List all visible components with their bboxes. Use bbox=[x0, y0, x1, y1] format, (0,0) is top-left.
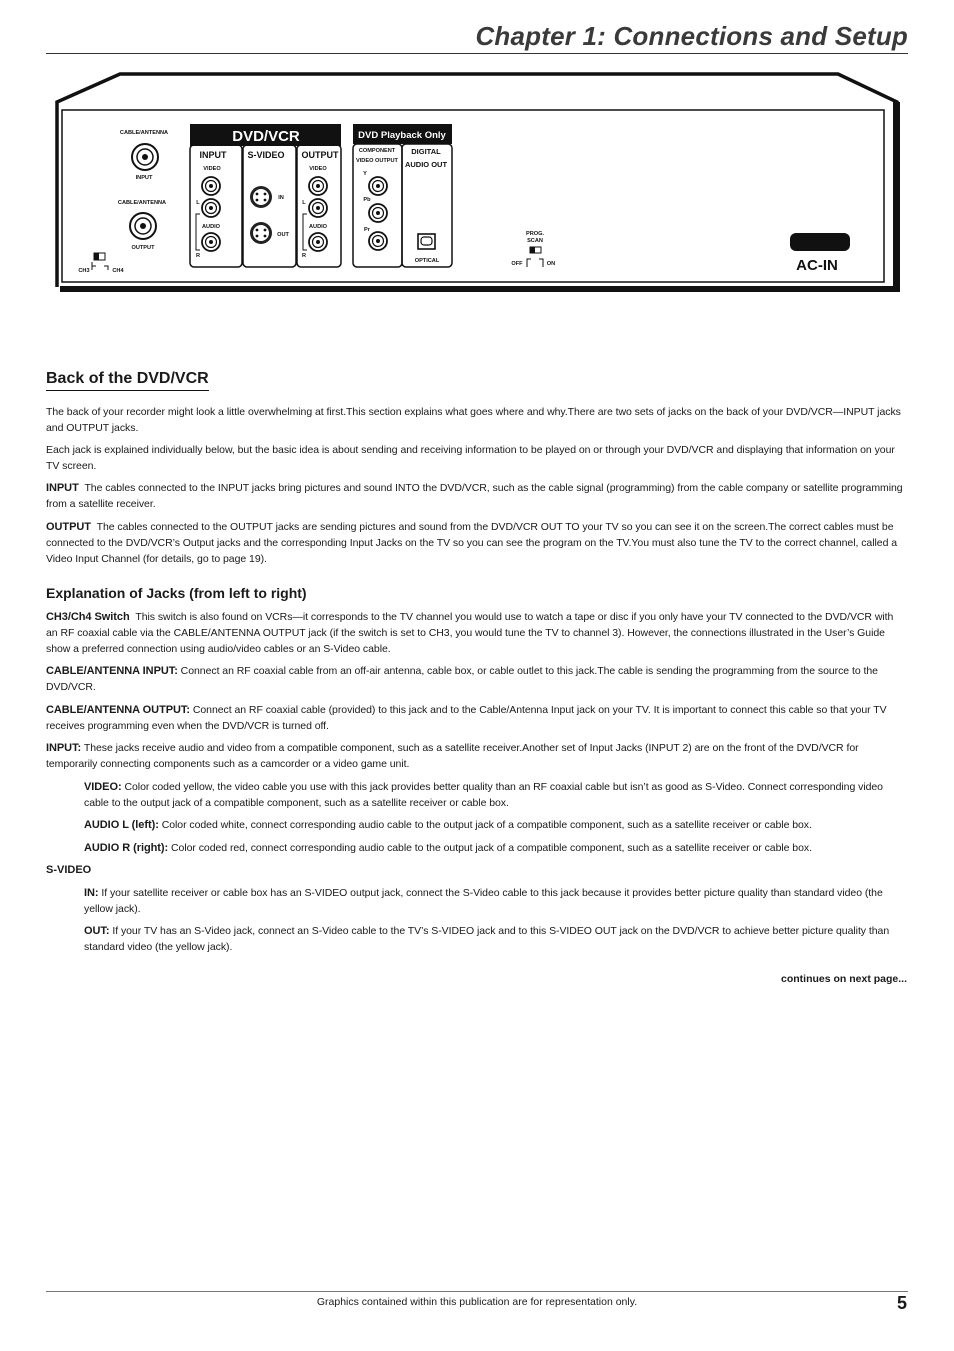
svideo-out-term: OUT: bbox=[84, 925, 110, 937]
svideo-out-label: OUT bbox=[277, 232, 289, 238]
output-video-jack bbox=[309, 177, 327, 195]
cable-input-term: CABLE/ANTENNA INPUT: bbox=[46, 665, 178, 677]
chassis-right-edge bbox=[893, 102, 900, 292]
jack-pin bbox=[209, 184, 213, 188]
video-term: VIDEO: bbox=[84, 781, 122, 793]
ch4-label: CH4 bbox=[112, 268, 124, 274]
digital-label-line1: DIGITAL bbox=[411, 147, 441, 156]
component-y-jack bbox=[369, 177, 387, 195]
output-audio-l-jack bbox=[309, 199, 327, 217]
dvd-vcr-banner-text: DVD/VCR bbox=[232, 128, 300, 145]
component-pb-jack bbox=[369, 204, 387, 222]
jack-pin bbox=[316, 240, 320, 244]
prog-scan-off-label: OFF bbox=[511, 261, 523, 267]
switch-slider bbox=[94, 253, 99, 260]
audio-right-paragraph bbox=[84, 840, 904, 856]
jack-pin bbox=[264, 229, 267, 232]
jack-pin bbox=[376, 184, 380, 188]
component-pb-label: Pb bbox=[363, 197, 371, 203]
coax-input-bottom-label: INPUT bbox=[135, 175, 153, 181]
jack-pin bbox=[264, 193, 267, 196]
input-jacks-paragraph bbox=[46, 740, 904, 772]
svideo-group-title: S-VIDEO bbox=[247, 150, 285, 160]
cable-input-text: Connect an RF coaxial cable from an off-air antenna, cable box, or cable outlet to this jack.The cable is sending the programming from the source to the DVD/VCR. bbox=[46, 665, 878, 693]
coax-output-top-label: CABLE/ANTENNA bbox=[117, 200, 167, 206]
cable-output-text: Connect an RF coaxial cable (provided) to this jack and to the Cable/Antenna Input jack on your TV. It is important to connect this cable so that your TV receives programming even when the DVD/VCR is turned off. bbox=[46, 704, 887, 732]
prog-scan-on-label: ON bbox=[546, 261, 556, 267]
coax-output-bottom-label: OUTPUT bbox=[131, 245, 155, 251]
cable-output-paragraph bbox=[46, 702, 904, 734]
ch3-label: CH3 bbox=[78, 268, 90, 274]
jack-pin bbox=[376, 211, 380, 215]
footer-note: Graphics contained within this publication are for representation only. bbox=[316, 1296, 638, 1308]
svideo-out-text: If your TV has an S-Video jack, connect an S-Video cable to the TV’s S-VIDEO jack and to this S-VIDEO OUT jack on the DVD/VCR to achieve better picture quality than standard video (the yellow jack). bbox=[84, 925, 890, 953]
cable-output-term: CABLE/ANTENNA OUTPUT: bbox=[46, 704, 190, 716]
input-l-label: L bbox=[196, 200, 200, 206]
audio-left-text: Color coded white, connect corresponding audio cable to the output jack of a compatible component, such as a satellite receiver or cable box. bbox=[158, 819, 812, 831]
svideo-in-paragraph bbox=[84, 885, 904, 917]
component-pr-jack bbox=[369, 232, 387, 250]
jack-pin bbox=[316, 206, 320, 210]
coax-input-jack bbox=[132, 144, 158, 170]
ac-in-socket bbox=[790, 233, 850, 251]
component-label-line1: COMPONENT bbox=[358, 148, 396, 154]
jack-pin bbox=[209, 206, 213, 210]
output-definition bbox=[46, 519, 904, 567]
jack-pin bbox=[140, 223, 146, 229]
output-audio-label: AUDIO bbox=[308, 224, 328, 230]
jack-pin bbox=[376, 239, 380, 243]
coax-input-top-label: CABLE/ANTENNA bbox=[119, 130, 169, 136]
svideo-out-jack bbox=[250, 222, 272, 244]
chapter-title: Chapter 1: Connections and Setup bbox=[475, 21, 908, 51]
jack-pin bbox=[256, 199, 259, 202]
jack-pin bbox=[142, 154, 148, 160]
optical-jack bbox=[418, 234, 435, 249]
input-jacks-text: These jacks receive audio and video from a compatible component, such as a satellite receiver.Another set of Input Jacks (INPUT 2) are on the front of the DVD/VCR for temporarily connecting components such as a camcorder or a video game unit. bbox=[46, 742, 859, 770]
input-definition-text: The cables connected to the INPUT jacks bring pictures and sound INTO the DVD/VCR, such as the cable signal (programming) from the cable company or satellite programming from a satellite receiver. bbox=[46, 482, 903, 510]
output-group-title: OUTPUT bbox=[301, 150, 339, 160]
video-paragraph bbox=[84, 779, 904, 811]
section-heading: Back of the DVD/VCR bbox=[46, 369, 209, 391]
switch-slider bbox=[530, 247, 535, 253]
optical-port bbox=[421, 237, 432, 245]
svideo-in-jack bbox=[250, 186, 272, 208]
prog-scan-label-line2: SCAN bbox=[527, 238, 543, 244]
input-video-label: VIDEO bbox=[203, 166, 221, 172]
input-group-title: INPUT bbox=[199, 150, 227, 160]
input-definition-term: INPUT bbox=[46, 482, 79, 494]
audio-right-text: Color coded red, connect corresponding audio cable to the output jack of a compatible component, such as a satellite receiver or cable box. bbox=[168, 842, 812, 854]
output-audio-r-jack bbox=[309, 233, 327, 251]
output-definition-term: OUTPUT bbox=[46, 521, 91, 533]
input-audio-r-jack bbox=[202, 233, 220, 251]
input-r-label: R bbox=[195, 253, 201, 259]
jack-pin bbox=[256, 229, 259, 232]
audio-left-term: AUDIO L (left): bbox=[84, 819, 159, 831]
svideo-heading: S-VIDEO bbox=[46, 864, 92, 876]
dvd-playback-banner-text: DVD Playback Only bbox=[358, 130, 446, 141]
ch-switch-text: This switch is also found on VCRs—it corresponds to the TV channel you would use to watch a tape or disc if you only have your TV connected to the DVD/VCR with an RF coaxial cable via the CABLE/ANTENNA OUTPUT jack (if the switch is set to CH3, you would tune the TV to channel 3). However, the connections illustrated in the User’s Guide show a preferred connection using audio/video cables or an S-Video cable. bbox=[46, 611, 894, 655]
input-audio-label: AUDIO bbox=[201, 224, 221, 230]
ch-switch-term: CH3/Ch4 Switch bbox=[46, 611, 130, 623]
intro-paragraph-2: Each jack is explained individually below, but the basic idea is about sending and receiving information to be played on or through your DVD/VCR and displaying that information on your TV screen. bbox=[46, 444, 895, 472]
jack-pin bbox=[209, 240, 213, 244]
jack-pin bbox=[316, 184, 320, 188]
component-y-label: Y bbox=[363, 171, 367, 177]
intro-paragraph-1: The back of your recorder might look a little overwhelming at first.This section explains what goes where and why.There are two sets of jacks on the back of your DVD/VCR—INPUT jacks and OUTPUT jacks. bbox=[46, 406, 901, 434]
jack-inner-ring bbox=[253, 225, 269, 241]
chassis-bottom-edge bbox=[60, 286, 900, 292]
ch-switch-paragraph bbox=[46, 609, 904, 657]
input-jacks-term: INPUT: bbox=[46, 742, 82, 754]
cable-input-paragraph bbox=[46, 663, 904, 695]
footer-rule bbox=[46, 1291, 908, 1292]
coax-output-jack bbox=[130, 213, 156, 239]
input-audio-l-jack bbox=[202, 199, 220, 217]
jack-pin bbox=[256, 193, 259, 196]
svideo-in-label: IN bbox=[278, 195, 284, 201]
optical-label: OPTICAL bbox=[414, 258, 440, 264]
svideo-in-text: If your satellite receiver or cable box has an S-VIDEO output jack, connect the S-Video cable to this jack because it provides better picture quality than standard video (the yellow jack). bbox=[84, 887, 883, 915]
prog-scan-label-line1: PROG. bbox=[525, 231, 545, 237]
output-l-label: L bbox=[302, 200, 306, 206]
output-video-label: VIDEO bbox=[309, 166, 327, 172]
output-r-label: R bbox=[301, 253, 307, 259]
output-definition-text: The cables connected to the OUTPUT jacks are sending pictures and sound from the DVD/VCR OUT TO your TV so you can see it on the screen.The correct cables must be connected to the DVD/VCR’s Output jacks and the corresponding Input Jacks on the TV so you can see the program on the TV.You must also tune the TV to the correct channel, called a Video Input Channel (for details, go to page 19). bbox=[46, 521, 898, 565]
ac-in-label: AC-IN bbox=[796, 257, 838, 274]
input-definition bbox=[46, 480, 904, 512]
svideo-out-paragraph bbox=[84, 923, 904, 955]
digital-label-line2: AUDIO OUT bbox=[404, 160, 448, 169]
component-label-line2: VIDEO OUTPUT bbox=[356, 158, 398, 164]
dvd-vcr-back-panel-illustration bbox=[0, 0, 954, 310]
continues-note: continues on next page... bbox=[780, 973, 907, 985]
video-text: Color coded yellow, the video cable you use with this jack provides better quality than an RF coaxial cable but isn’t as good as S-Video. Connect corresponding video cable to the output jack of a compatible component, such as a satellite receiver or cable box. bbox=[84, 781, 883, 809]
jack-pin bbox=[264, 199, 267, 202]
jacks-subheading: Explanation of Jacks (from left to right) bbox=[46, 585, 307, 601]
svideo-in-term: IN: bbox=[84, 887, 99, 899]
component-pr-label: Pr bbox=[364, 227, 370, 233]
input-video-jack bbox=[202, 177, 220, 195]
jack-pin bbox=[256, 235, 259, 238]
jack-inner-ring bbox=[253, 189, 269, 205]
rear-panel bbox=[62, 110, 884, 282]
page-number: 5 bbox=[896, 1293, 907, 1313]
jack-pin bbox=[264, 235, 267, 238]
audio-right-term: AUDIO R (right): bbox=[84, 842, 169, 854]
audio-left-paragraph bbox=[84, 817, 904, 833]
